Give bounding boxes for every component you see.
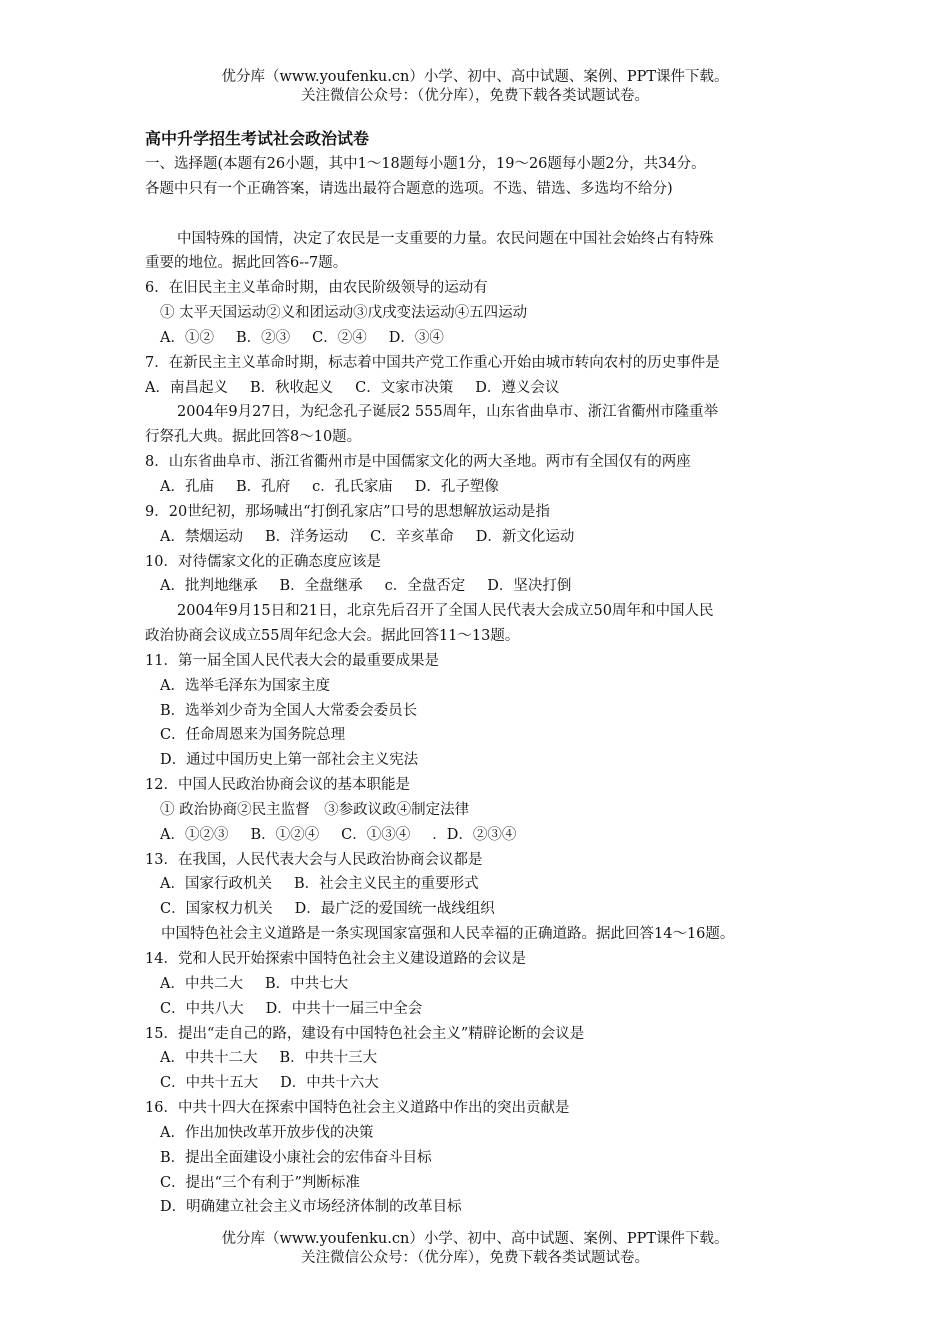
question-15-options-row-1 xyxy=(145,1046,825,1071)
option-d: D．坚决打倒 xyxy=(487,578,572,595)
option-a: A．批判地继承 xyxy=(160,578,258,595)
question-11-stem: 11．第一届全国人民代表大会的最重要成果是 xyxy=(145,652,439,669)
question-15-options-row-2 xyxy=(145,1071,825,1096)
passage-1-line-2: 重要的地位。据此回答6--7题。 xyxy=(145,255,348,272)
option-d: D．③④ xyxy=(388,329,444,346)
option-d: D．中共十一届三中全会 xyxy=(265,1000,423,1017)
option-b: B．②③ xyxy=(235,329,291,346)
question-13-options-row-1 xyxy=(145,872,825,897)
document-body xyxy=(145,126,825,1220)
instructions-line-1: 一、选择题(本题有26小题，其中1～18题每小题1分，19～26题每小题2分，共34分。 xyxy=(145,156,706,172)
passage-1-line-1: 中国特殊的国情，决定了农民是一支重要的力量。农民问题在中国社会始终占有特殊 xyxy=(177,230,714,247)
option-b: B．秋收起义 xyxy=(249,379,334,396)
blank-spacer xyxy=(145,202,825,227)
option-a: A．孔庙 xyxy=(160,478,214,495)
option-a: A．①② xyxy=(160,329,214,346)
question-16-option-c: C．提出“三个有利于”判断标准 xyxy=(160,1174,360,1191)
option-b: B．社会主义民主的重要形式 xyxy=(293,876,479,893)
option-a: A．国家行政机关 xyxy=(160,876,272,893)
question-9-stem: 9．20世纪初，那场喊出“打倒孔家店”口号的思想解放运动是指 xyxy=(145,503,550,520)
option-c: C．①③④ xyxy=(341,826,411,843)
option-d: D．孔子塑像 xyxy=(414,478,499,495)
question-11-option-a: A．选举毛泽东为国家主度 xyxy=(160,677,330,694)
option-a: A．中共二大 xyxy=(160,975,243,992)
option-c: c．全盘否定 xyxy=(384,578,466,595)
option-c: C．辛亥革命 xyxy=(370,528,454,545)
option-c: C．国家权力机关 xyxy=(160,901,273,918)
header-line-1: 优分库（www.youfenku.cn）小学、初中、高中试题、案例、PPT课件下载。 xyxy=(221,69,729,85)
header-line-2: 关注微信公众号：（优分库），免费下载各类试题试卷。 xyxy=(301,88,649,104)
instructions-line-2: 各题中只有一个正确答案，请选出最符合题意的选项。不选、错选、多选均不给分) xyxy=(145,180,673,197)
option-b: B．①②④ xyxy=(250,826,320,843)
question-11-option-d: D．通过中国历史上第一部社会主义宪法 xyxy=(160,752,419,769)
question-10-stem: 10．对待儒家文化的正确态度应该是 xyxy=(145,553,381,570)
question-11-option-b: B．选举刘少奇为全国人大常委会委员长 xyxy=(160,702,418,719)
question-14-options-row-2 xyxy=(145,997,825,1022)
option-d: D．遵义会议 xyxy=(475,379,560,396)
question-16-option-a: A．作出加快改革开放步伐的决策 xyxy=(160,1124,374,1141)
question-12-items: ① 政治协商②民主监督 ③参政议政④制定法律 xyxy=(160,801,470,818)
question-16-option-b: B．提出全面建设小康社会的宏伟奋斗目标 xyxy=(160,1149,432,1166)
question-8-options xyxy=(145,475,825,500)
option-d: ．D．②③④ xyxy=(432,826,517,843)
question-6-options xyxy=(145,326,825,351)
question-12-options xyxy=(145,823,825,848)
question-16-stem: 16．中共十四大在探索中国特色社会主义道路中作出的突出贡献是 xyxy=(145,1100,570,1117)
question-8-stem: 8．山东省曲阜市、浙江省衢州市是中国儒家文化的两大圣地。两市有全国仅有的两座 xyxy=(145,454,691,471)
page-footer xyxy=(0,1230,950,1268)
passage-3-line-1: 2004年9月15日和21日，北京先后召开了全国人民代表大会成立50周年和中国人民 xyxy=(177,603,714,620)
option-b: B．中共十三大 xyxy=(279,1050,378,1067)
question-11-option-c: C．任命周恩来为国务院总理 xyxy=(160,727,346,744)
option-b: B．中共七大 xyxy=(264,975,349,992)
option-c: C．中共八大 xyxy=(160,1000,244,1017)
passage-3-line-2: 政治协商会议成立55周年纪念大会。据此回答11～13题。 xyxy=(145,628,520,645)
question-15-stem: 15．提出“走自己的路，建设有中国特色社会主义”精辟论断的会议是 xyxy=(145,1025,585,1042)
footer-line-2: 关注微信公众号：（优分库），免费下载各类试题试卷。 xyxy=(301,1250,649,1266)
option-a: A．①②③ xyxy=(160,826,229,843)
footer-line-1: 优分库（www.youfenku.cn）小学、初中、高中试题、案例、PPT课件下载。 xyxy=(221,1231,729,1247)
question-9-options xyxy=(145,525,825,550)
question-6-stem: 6．在旧民主主义革命时期，由农民阶级领导的运动有 xyxy=(145,280,488,297)
option-b: B．孔府 xyxy=(235,478,291,495)
question-7-options xyxy=(145,376,825,401)
option-c: C．②④ xyxy=(312,329,367,346)
option-d: D．新文化运动 xyxy=(475,528,575,545)
passage-2-line-1: 2004年9月27日，为纪念孔子诞辰2 555周年，山东省曲阜市、浙江省衢州市隆重举 xyxy=(177,404,719,421)
passage-2-line-2: 行祭孔大典。据此回答8～10题。 xyxy=(145,429,362,446)
question-7-stem: 7．在新民主主义革命时期，标志着中国共产党工作重心开始由城市转向农村的历史事件是 xyxy=(145,354,720,371)
question-14-options-row-1 xyxy=(145,972,825,997)
document-title: 高中升学招生考试社会政治试卷 xyxy=(145,129,370,148)
question-10-options xyxy=(145,574,825,599)
option-a: A．中共十二大 xyxy=(160,1050,258,1067)
question-16-option-d: D．明确建立社会主义市场经济体制的改革目标 xyxy=(160,1199,462,1216)
option-c: C．文家市决策 xyxy=(355,379,454,396)
option-d: D．最广泛的爱国统一战线组织 xyxy=(294,901,495,918)
page-header xyxy=(0,68,950,106)
question-13-options-row-2 xyxy=(145,897,825,922)
option-a: A．禁烟运动 xyxy=(160,528,243,545)
option-a: A．南昌起义 xyxy=(145,379,228,396)
question-13-stem: 13．在我国，人民代表大会与人民政治协商会议都是 xyxy=(145,851,483,868)
passage-4: 中国特色社会主义道路是一条实现国家富强和人民幸福的正确道路。据此回答14～16题。 xyxy=(161,926,735,943)
option-d: D．中共十六大 xyxy=(280,1075,379,1092)
question-6-items: ① 太平天国运动②义和团运动③戊戌变法运动④五四运动 xyxy=(160,305,528,322)
question-14-stem: 14．党和人民开始探索中国特色社会主义建设道路的会议是 xyxy=(145,951,526,967)
option-b: B．全盘继承 xyxy=(279,578,363,595)
option-c: C．中共十五大 xyxy=(160,1075,259,1092)
option-c: c．孔氏家庙 xyxy=(312,478,393,495)
question-12-stem: 12．中国人民政治协商会议的基本职能是 xyxy=(145,777,410,794)
option-b: B．洋务运动 xyxy=(264,528,349,545)
